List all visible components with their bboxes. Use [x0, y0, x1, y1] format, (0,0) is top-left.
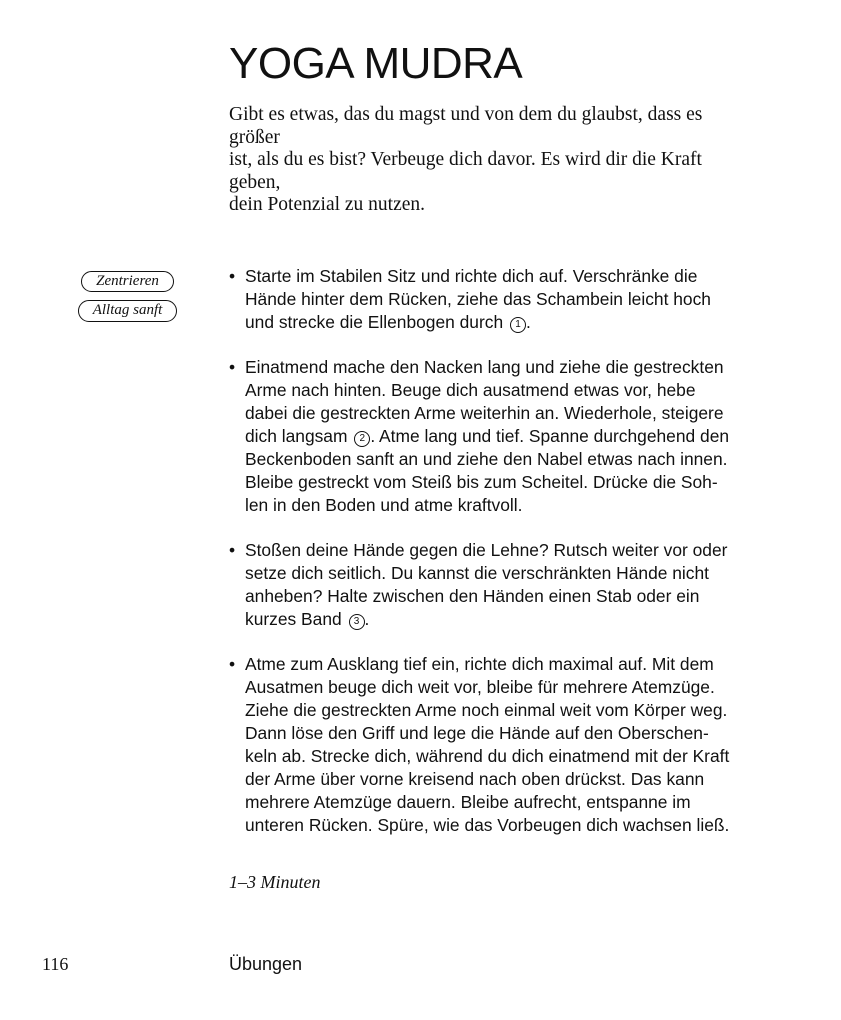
step-line-text: kurzes Band [245, 609, 342, 629]
step-line: der Arme über vorne kreisend nach oben drückst. Das kann [245, 769, 705, 789]
step-line: setze dich seitlich. Du kannst die verschränkten Hände nicht [245, 563, 709, 583]
step-line: Dann löse den Griff und lege die Hände auf den Oberschen- [245, 723, 709, 743]
step-line: Arme nach hinten. Beuge dich ausatmend etwas vor, hebe [245, 380, 696, 400]
page-title: YOGA MUDRA [229, 39, 523, 88]
step-line: und strecke die Ellenbogen durch 1 . [245, 312, 531, 332]
step-item [229, 265, 749, 334]
step-line-text: dich langsam [245, 426, 348, 446]
step-line: kurzes Band 3 . [245, 609, 370, 629]
step-line: mehrere Atemzüge dauern. Bleibe aufrecht, entspanne im [245, 792, 691, 812]
section-name: Übungen [229, 954, 303, 974]
step-line: Bleibe gestreckt vom Steiß bis zum Scheitel. Drücke die Soh- [245, 472, 718, 492]
figure-marker-3: 3 [349, 614, 365, 630]
step-line: • Atme zum Ausklang tief ein, richte dich maximal auf. Mit dem [245, 654, 714, 674]
figure-marker-1: 1 [510, 317, 526, 333]
figure-marker-2: 2 [354, 431, 370, 447]
duration-note: 1–3 Minuten [229, 872, 321, 892]
step-line: Beckenboden sanft an und ziehe den Nabel etwas nach innen. [245, 449, 728, 469]
intro-line: Gibt es etwas, das du magst und von dem du glaubst, dass es größer [229, 104, 703, 148]
exercise-steps [229, 265, 749, 859]
intro-text [229, 104, 749, 217]
step-line-text: Atme lang und tief. Spanne durchgehend den [379, 426, 730, 446]
tag-alltag-sanft: Alltag sanft [78, 300, 177, 322]
step-line: unteren Rücken. Spüre, wie das Vorbeugen dich wachsen ließ. [245, 815, 730, 835]
step-item [229, 539, 749, 631]
step-line: Ziehe die gestreckten Arme noch einmal weit vom Körper weg. [245, 700, 728, 720]
step-line: • Einatmend mache den Nacken lang und ziehe die gestreckten [245, 357, 724, 377]
step-line: • Starte im Stabilen Sitz und richte dich auf. Verschränke die [245, 266, 698, 286]
step-line: anheben? Halte zwischen den Händen einen Stab oder ein [245, 586, 700, 606]
step-line-text: und strecke die Ellenbogen durch [245, 312, 504, 332]
step-line: keln ab. Strecke dich, während du dich einatmend mit der Kraft [245, 746, 730, 766]
step-line: Ausatmen beuge dich weit vor, bleibe für mehrere Atemzüge. [245, 677, 715, 697]
intro-line: dein Potenzial zu nutzen. [229, 194, 426, 215]
step-line: dich langsam 2 . Atme lang und tief. Spanne durchgehend den [245, 426, 730, 446]
step-line: • Stoßen deine Hände gegen die Lehne? Rutsch weiter vor oder [245, 540, 728, 560]
page-number: 116 [42, 954, 69, 974]
step-line: Hände hinter dem Rücken, ziehe das Schambein leicht hoch [245, 289, 711, 309]
step-item [229, 356, 749, 517]
intro-line: ist, als du es bist? Verbeuge dich davor. Es wird dir die Kraft geben, [229, 149, 702, 193]
step-item [229, 653, 749, 837]
step-line: dabei die gestreckten Arme weiterhin an. Wiederhole, steigere [245, 403, 724, 423]
tag-zentrieren: Zentrieren [81, 271, 174, 292]
step-line: len in den Boden und atme kraftvoll. [245, 495, 523, 515]
